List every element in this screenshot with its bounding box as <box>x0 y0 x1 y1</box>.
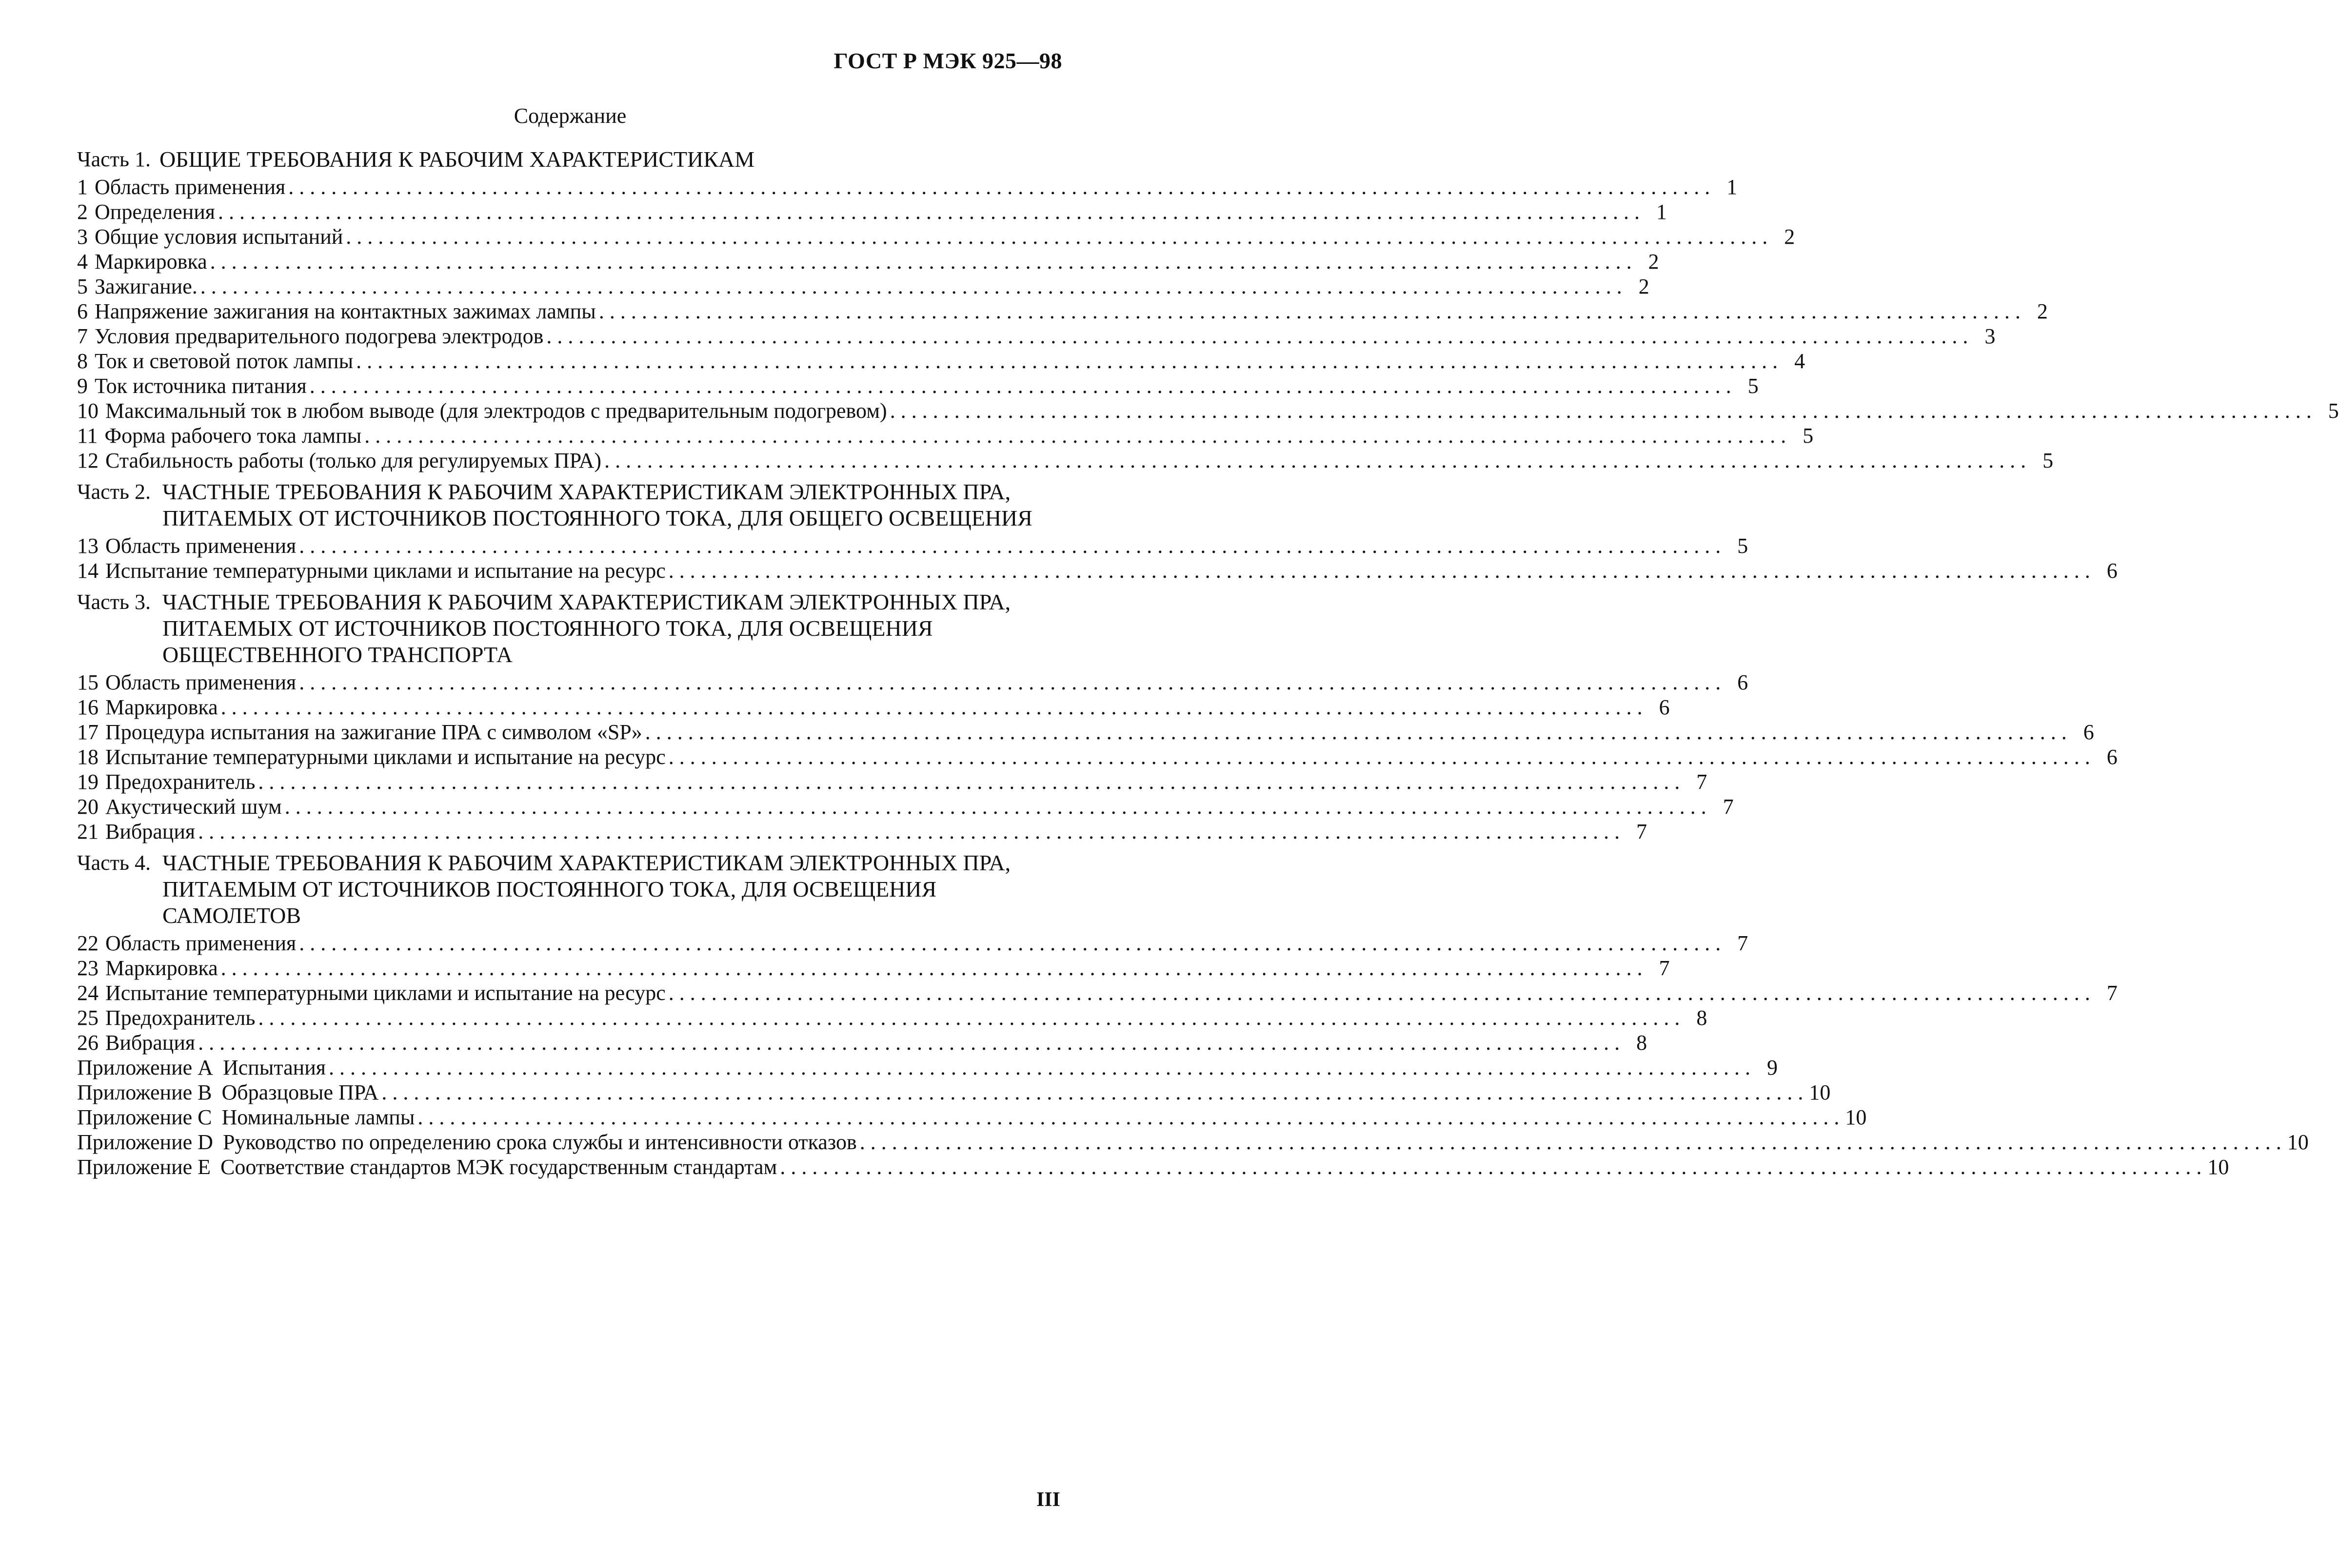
entry-page: 5 <box>1747 374 1759 398</box>
dot-leader <box>645 720 2067 745</box>
dot-leader <box>329 1055 1750 1080</box>
entry-page: 6 <box>2106 559 2118 583</box>
dot-leader <box>669 745 2090 769</box>
dot-leader <box>310 373 1731 398</box>
entry-number: 19 <box>77 770 99 794</box>
entry-title: Маркировка <box>105 956 218 980</box>
appendix-entry <box>77 1055 1778 1080</box>
entry-title: Область применения <box>105 670 297 694</box>
entry-number: 7 <box>77 324 88 348</box>
entry-title: Руководство по определению срока службы и интенсивности отказов <box>222 1130 857 1154</box>
entry-page: 10 <box>1845 1105 1867 1129</box>
part-heading <box>77 479 1063 531</box>
entry-page: 2 <box>1648 250 1659 274</box>
toc-entry <box>77 533 1748 558</box>
dot-leader <box>669 558 2090 583</box>
entry-page: 7 <box>1636 820 1647 843</box>
toc-entry <box>77 980 2118 1005</box>
dot-leader <box>258 1005 1680 1030</box>
dot-leader <box>288 175 1710 199</box>
dot-leader <box>356 349 1778 373</box>
toc-entry <box>77 720 2094 745</box>
toc-entry <box>77 819 1647 844</box>
entry-number: 20 <box>77 795 99 819</box>
entry-page: 6 <box>1659 695 1670 719</box>
part-title: ЧАСТНЫЕ ТРЕБОВАНИЯ К РАБОЧИМ ХАРАКТЕРИСТИКАМ ЭЛЕКТРОННЫХ ПРА, ПИТАЕМЫХ ОТ ИСТОЧНИКОВ ПОСТОЯННОГО ТОКА, ДЛЯ ОБЩЕГО ОСВЕЩЕНИЯ <box>162 479 1032 530</box>
entry-page: 4 <box>1794 349 1805 373</box>
dot-leader <box>218 199 1640 224</box>
dot-leader <box>221 956 1643 980</box>
entry-number: Приложение А <box>77 1056 213 1079</box>
dot-leader <box>780 1155 2201 1179</box>
entry-page: 1 <box>1656 200 1667 224</box>
entry-number: 18 <box>77 745 99 769</box>
toc-entry <box>77 224 1795 249</box>
entry-number: 21 <box>77 820 99 843</box>
entry-page: 6 <box>2106 745 2118 769</box>
entry-page: 1 <box>1726 175 1738 199</box>
entry-title: Определения <box>95 200 216 224</box>
dot-leader <box>299 670 1721 695</box>
dot-leader <box>299 533 1721 558</box>
entry-title: Предохранитель <box>105 1006 256 1030</box>
dot-leader <box>599 299 2021 324</box>
toc-entry <box>77 324 1996 349</box>
entry-number: 5 <box>77 274 88 298</box>
dot-leader <box>200 274 1622 299</box>
toc-entry <box>77 423 1814 448</box>
entry-page: 7 <box>1723 795 1734 819</box>
entry-title: Область применения <box>95 175 286 199</box>
entry-title: Общие условия испытаний <box>95 225 343 249</box>
entry-page: 10 <box>2207 1155 2229 1179</box>
appendix-entry <box>77 1105 1867 1130</box>
appendix-entry <box>77 1155 2229 1179</box>
entry-title: Зажигание. <box>95 274 198 298</box>
entry-title: Максимальный ток в любом выводе (для электродов с предварительным подогревом) <box>105 399 887 423</box>
entry-number: Приложение С <box>77 1105 212 1129</box>
part-label: Часть 3. <box>77 590 151 614</box>
page-number: III <box>1036 1489 1060 1511</box>
entry-title: Ток и световой поток лампы <box>95 349 354 373</box>
toc-entry <box>77 1005 1707 1030</box>
dot-leader <box>604 448 2026 473</box>
entry-number: 26 <box>77 1031 99 1055</box>
entry-page: 9 <box>1766 1056 1778 1079</box>
entry-title: Область применения <box>105 931 297 955</box>
entry-page: 7 <box>1737 931 1748 955</box>
entry-title: Испытание температурными циклами и испытание на ресурс <box>105 745 666 769</box>
entry-title: Область применения <box>105 534 297 558</box>
entry-page: 2 <box>1784 225 1795 249</box>
part-label: Часть 1. <box>77 147 151 171</box>
entry-number: 15 <box>77 670 99 694</box>
entry-number: 14 <box>77 559 99 583</box>
toc-entry <box>77 398 2339 423</box>
entry-title: Предохранитель <box>105 770 256 794</box>
entry-page: 5 <box>2042 449 2054 472</box>
entry-number: Приложение В <box>77 1080 212 1104</box>
toc-entry <box>77 274 1649 299</box>
dot-leader <box>198 1030 1620 1055</box>
entry-number: 13 <box>77 534 99 558</box>
entry-title: Испытание температурными циклами и испытание на ресурс <box>105 559 666 583</box>
toc-entry <box>77 695 1670 720</box>
entry-title: Акустический шум <box>105 795 282 819</box>
toc-entry <box>77 558 2118 583</box>
toc-entry <box>77 373 1759 398</box>
appendix-entry <box>77 1130 2309 1155</box>
toc-heading: Содержание <box>514 104 627 128</box>
entry-page: 7 <box>1659 956 1670 980</box>
entry-title: Маркировка <box>95 250 207 274</box>
toc-entry <box>77 199 1667 224</box>
entry-title: Соответствие стандартов МЭК государственным стандартам <box>220 1155 777 1179</box>
entry-number: 2 <box>77 200 88 224</box>
entry-number: 17 <box>77 720 99 744</box>
dot-leader <box>285 794 1706 819</box>
entry-number: 8 <box>77 349 88 373</box>
entry-title: Образцовые ПРА <box>221 1080 379 1104</box>
entry-page: 8 <box>1636 1031 1647 1055</box>
entry-number: 11 <box>77 424 98 448</box>
entry-title: Вибрация <box>105 1031 196 1055</box>
dot-leader <box>890 398 2312 423</box>
table-of-contents <box>77 146 2339 1179</box>
entry-page: 7 <box>2106 981 2118 1005</box>
dot-leader <box>258 769 1680 794</box>
document-code: ГОСТ Р МЭК 925—98 <box>833 48 1062 73</box>
toc-entry <box>77 249 1659 274</box>
entry-page: 10 <box>2287 1130 2309 1154</box>
entry-title: Испытания <box>222 1056 326 1079</box>
entry-title: Вибрация <box>105 820 196 843</box>
entry-page: 5 <box>2328 399 2339 423</box>
part-label: Часть 2. <box>77 480 151 504</box>
entry-number: Приложение D <box>77 1130 213 1154</box>
entry-page: 8 <box>1696 1006 1707 1030</box>
entry-page: 3 <box>1984 324 1996 348</box>
part-title: ОБЩИЕ ТРЕБОВАНИЯ К РАБОЧИМ ХАРАКТЕРИСТИКАМ <box>159 147 755 172</box>
appendix-entry <box>77 1080 1831 1105</box>
entry-page: 5 <box>1737 534 1748 558</box>
entry-page: 5 <box>1803 424 1814 448</box>
toc-entry <box>77 745 2118 769</box>
entry-number: 6 <box>77 299 88 323</box>
entry-number: 4 <box>77 250 88 274</box>
dot-leader <box>198 819 1620 844</box>
entry-number: 23 <box>77 956 99 980</box>
entry-title: Стабильность работы (только для регулируемых ПРА) <box>105 449 602 472</box>
dot-leader <box>417 1105 1839 1130</box>
dot-leader <box>221 695 1643 720</box>
toc-entry <box>77 956 1670 980</box>
toc-entry <box>77 670 1748 695</box>
entry-number: 16 <box>77 695 99 719</box>
entry-page: 7 <box>1696 770 1707 794</box>
entry-page: 2 <box>1638 274 1649 298</box>
dot-leader <box>381 1080 1803 1105</box>
toc-entry <box>77 794 1734 819</box>
dot-leader <box>860 1130 2281 1155</box>
part-title: ЧАСТНЫЕ ТРЕБОВАНИЯ К РАБОЧИМ ХАРАКТЕРИСТИКАМ ЭЛЕКТРОННЫХ ПРА, ПИТАЕМЫХ ОТ ИСТОЧНИКОВ ПОСТОЯННОГО ТОКА, ДЛЯ ОСВЕЩЕНИЯ ОБЩЕСТВЕННОГО ТРАНСПОРТА <box>162 589 1011 667</box>
entry-title: Процедура испытания на зажигание ПРА с символом «SP» <box>105 720 642 744</box>
toc-entry <box>77 1030 1647 1055</box>
entry-page: 6 <box>2083 720 2094 744</box>
entry-page: 2 <box>2037 299 2048 323</box>
dot-leader <box>210 249 1632 274</box>
entry-page: 6 <box>1737 670 1748 694</box>
entry-page: 10 <box>1809 1080 1831 1104</box>
entry-number: 12 <box>77 449 99 472</box>
dot-leader <box>364 423 1786 448</box>
dot-leader <box>669 980 2090 1005</box>
toc-entry <box>77 931 1748 956</box>
part-heading <box>77 146 1063 173</box>
entry-title: Ток источника питания <box>95 374 307 398</box>
dot-leader <box>299 931 1721 956</box>
part-heading <box>77 850 1063 929</box>
toc-entry <box>77 769 1707 794</box>
part-heading <box>77 589 1063 668</box>
dot-leader <box>546 324 1968 349</box>
part-label: Часть 4. <box>77 851 151 875</box>
entry-title: Условия предварительного подогрева электродов <box>95 324 544 348</box>
entry-number: Приложение Е <box>77 1155 211 1179</box>
dot-leader <box>346 224 1767 249</box>
part-title: ЧАСТНЫЕ ТРЕБОВАНИЯ К РАБОЧИМ ХАРАКТЕРИСТИКАМ ЭЛЕКТРОННЫХ ПРА, ПИТАЕМЫМ ОТ ИСТОЧНИКОВ ПОСТОЯННОГО ТОКА, ДЛЯ ОСВЕЩЕНИЯ САМОЛЕТОВ <box>162 850 1011 928</box>
entry-title: Напряжение зажигания на контактных зажимах лампы <box>95 299 596 323</box>
entry-title: Маркировка <box>105 695 218 719</box>
toc-entry <box>77 349 1805 373</box>
toc-entry <box>77 299 2048 324</box>
toc-entry <box>77 448 2054 473</box>
entry-number: 22 <box>77 931 99 955</box>
entry-title: Номинальные лампы <box>221 1105 415 1129</box>
entry-number: 10 <box>77 399 99 423</box>
entry-number: 24 <box>77 981 99 1005</box>
entry-title: Испытание температурными циклами и испытание на ресурс <box>105 981 666 1005</box>
entry-number: 9 <box>77 374 88 398</box>
toc-entry <box>77 175 1738 199</box>
entry-number: 1 <box>77 175 88 199</box>
entry-title: Форма рабочего тока лампы <box>104 424 362 448</box>
entry-number: 25 <box>77 1006 99 1030</box>
entry-number: 3 <box>77 225 88 249</box>
